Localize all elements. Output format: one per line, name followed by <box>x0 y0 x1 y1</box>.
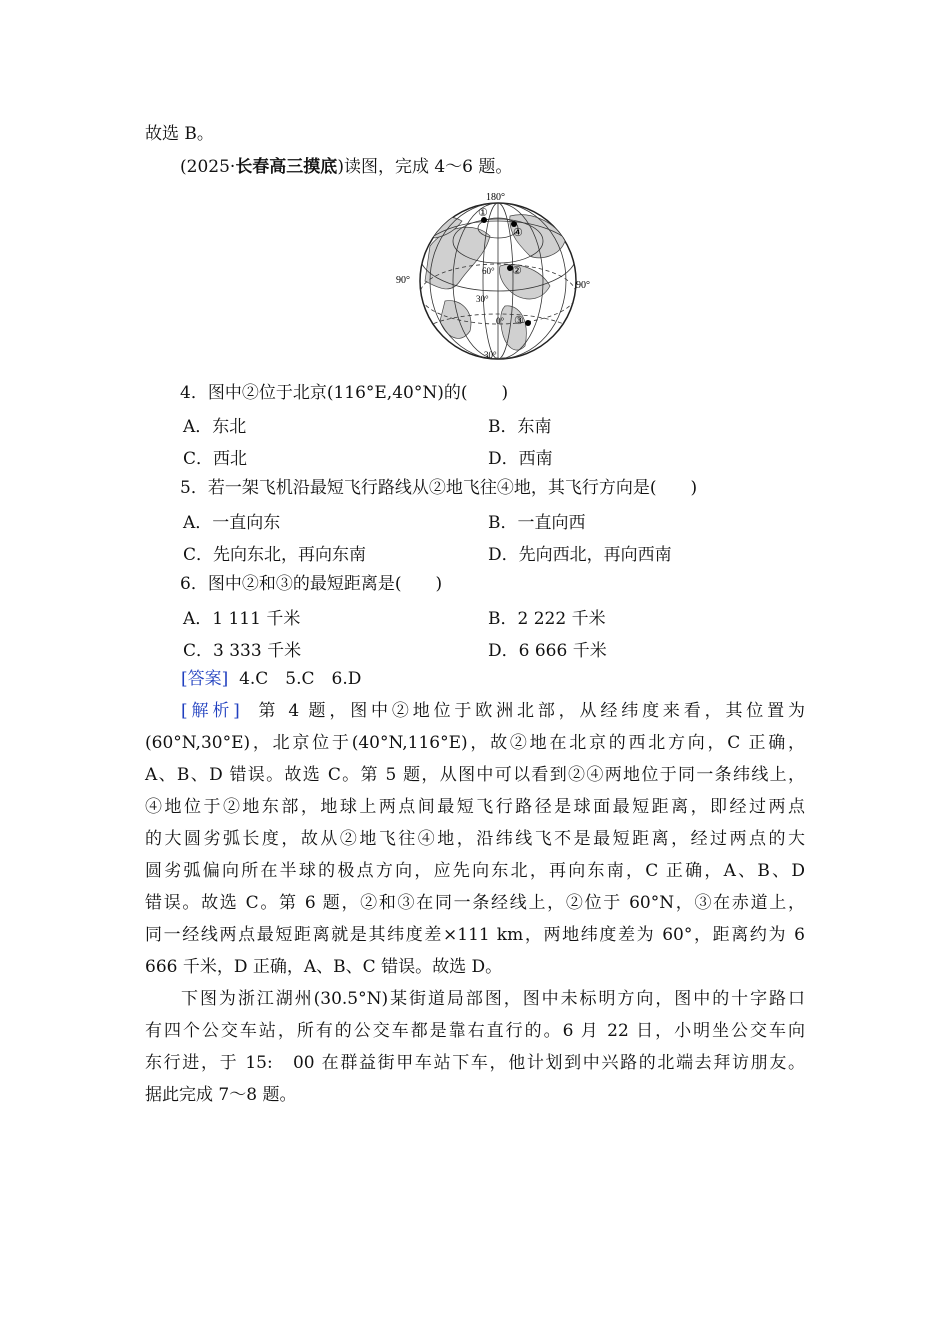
source-instruction: )读图，完成 4～6 题。 <box>337 157 513 177</box>
question-6-stem: 6．图中②和③的最短距离是( ) <box>180 574 443 594</box>
label-lat-30n: 30° <box>476 294 489 304</box>
point-3-marker <box>525 320 531 326</box>
q4-option-b[interactable]: B．东南 <box>488 417 552 437</box>
question-4-stem: 4．图中②位于北京(116°E,40°N)的( ) <box>180 383 509 403</box>
q4-option-c[interactable]: C．西北 <box>183 449 248 469</box>
analysis-line-5: 的大圆劣弧长度，故从②地飞往④地，沿纬线飞不是最短距离，经过两点的大 <box>145 829 805 849</box>
question-source <box>180 155 512 179</box>
analysis-tag: [解析] <box>181 701 240 721</box>
analysis-text-1: 第 4 题，图中②地位于欧洲北部，从经纬度来看，其位置为 <box>258 701 806 721</box>
label-lat-30s: 30° <box>484 350 497 360</box>
q6-option-c[interactable]: C．3 333 千米 <box>183 641 302 661</box>
previous-answer-end: 故选 B。 <box>145 124 214 144</box>
label-lat-60: 60° <box>482 266 495 276</box>
analysis-line-4: ④地位于②地东部，地球上两点间最短飞行路径是球面最短距离，即经过两点 <box>145 797 805 817</box>
answer-tag: [答案] <box>181 669 229 689</box>
q4-option-d[interactable]: D．西南 <box>488 449 553 469</box>
label-lat-0: 0° <box>496 316 505 326</box>
passage-line-2: 有四个公交车站，所有的公交车都是靠右直行的。6 月 22 日，小明坐公交车向 <box>145 1021 805 1041</box>
analysis-line-8: 同一经线两点最短距离就是其纬度差×111 km，两地纬度差为 60°，距离约为 6 <box>145 925 805 945</box>
label-point-1: ① <box>478 207 488 219</box>
label-90-east: 90° <box>576 280 590 291</box>
source-exam-name: 长春高三摸底 <box>235 157 338 177</box>
source-open: (2025· <box>180 157 236 177</box>
q6-option-b[interactable]: B．2 222 千米 <box>488 609 606 629</box>
analysis-line-6: 圆劣弧偏向所在半球的极点方向，应先向东北，再向东南，C 正确，A、B、D <box>145 861 805 881</box>
label-90-west: 90° <box>396 275 410 286</box>
analysis-line-2: (60°N,30°E)，北京位于(40°N,116°E)，故②地在北京的西北方向，C 正确， <box>145 733 805 753</box>
q6-option-d[interactable]: D．6 666 千米 <box>488 641 607 661</box>
analysis-line-1 <box>181 699 805 723</box>
label-point-2: ② <box>512 265 522 277</box>
q5-option-d[interactable]: D．先向西北，再向西南 <box>488 545 672 565</box>
q5-option-c[interactable]: C．先向东北，再向东南 <box>183 545 367 565</box>
analysis-line-7: 错误。故选 C。第 6 题，②和③在同一条经线上，②位于 60°N，③在赤道上， <box>145 893 805 913</box>
q5-option-a[interactable]: A．一直向东 <box>183 513 281 533</box>
passage-line-1: 下图为浙江湖州(30.5°N)某街道局部图，图中未标明方向，图中的十字路口 <box>181 989 805 1009</box>
label-point-4: ④ <box>513 227 523 239</box>
label-point-3: ③ <box>514 315 524 327</box>
q6-option-a[interactable]: A．1 111 千米 <box>183 609 301 629</box>
question-5-stem: 5．若一架飞机沿最短飞行路线从②地飞往④地，其飞行方向是( ) <box>180 478 698 498</box>
analysis-line-9: 666 千米，D 正确，A、B、C 错误。故选 D。 <box>145 957 503 977</box>
answer-line <box>181 667 361 691</box>
label-180: 180° <box>486 192 505 203</box>
q5-option-b[interactable]: B．一直向西 <box>488 513 586 533</box>
passage-line-4: 据此完成 7～8 题。 <box>145 1085 297 1105</box>
globe-map-svg <box>390 186 600 370</box>
globe-figure <box>390 186 600 370</box>
answer-text: 4.C 5.C 6.D <box>239 669 362 689</box>
q4-option-a[interactable]: A．东北 <box>183 417 247 437</box>
passage-line-3: 东行进，于 15: 00 在群益街甲车站下车，他计划到中兴路的北端去拜访朋友。 <box>145 1053 805 1073</box>
analysis-line-3: A、B、D 错误。故选 C。第 5 题，从图中可以看到②④两地位于同一条纬线上， <box>145 765 805 785</box>
